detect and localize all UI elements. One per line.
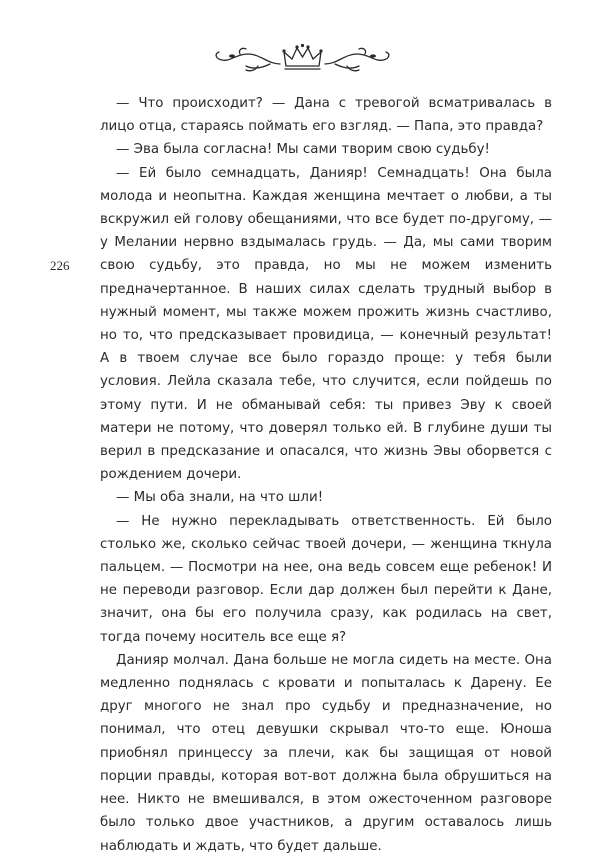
paragraph: — Что происходит? — Дана с тревогой всматривалась в лицо отца, стараясь поймать его взгляд. — Папа, это правда? (100, 96, 552, 135)
paragraph: — Мы оба знали, на что шли! (116, 490, 324, 506)
crown-flourish-icon (210, 42, 395, 76)
paragraph: Данияр молчал. Дана больше не могла сидеть на месте. Она медленно поднялась с кровати и попыталась к Дарену. Ее друг многого не знал про судьбу и предназначение, но понимал, что отец девушки скрывал что-то еще. Юноша приобнял принцессу за плечи, как бы защищая от новой порции правды, которая вот-вот должна была обрушиться на нее. Никто не вмешивался, в этом ожесточенном разговоре было только двое участников, а другим оставалось лишь наблюдать и ждать, что будет дальше. (100, 652, 552, 854)
page-number: 226 (50, 258, 70, 273)
paragraph: — Ей было семнадцать, Данияр! Семнадцать! Она была молода и неопытна. Каждая женщина мечтает о любви, а ты вскружил ей голову обещаниями, что все будет по-другому, — у Мелании нервно вздымалась грудь. — Да, мы сами творим свою судьбу, это правда, но мы не можем изменить предначертанное. В наших силах сделать трудный выбор в нужный момент, мы также можем прожить жизнь счастливо, но то, что предсказывает провидица, — конечный результат! А в твоем случае все было гораздо проще: у тебя были условия. Лейла сказала тебе, что случится, если пойдешь по этому пути. И не обманывай себя: ты привез Эву к своей матери не потому, что доверял только ей. В глубине души ты верил в предсказание и опасался, что жизнь Эвы оборвется с рождением дочери. (100, 165, 552, 483)
paragraph: — Не нужно перекладывать ответственность. Ей было столько же, сколько сейчас твоей дочери, — женщина ткнула пальцем. — Посмотри на нее, она ведь совсем еще ребенок! И не переводи разговор. Если дар должен был перейти к Дане, значит, она бы его получила сразу, как родилась на свет, тогда почему носитель все еще я? (100, 513, 552, 645)
paragraph: — Эва была согласна! Мы сами творим свою судьбу! (116, 142, 490, 158)
body-text (100, 92, 552, 858)
